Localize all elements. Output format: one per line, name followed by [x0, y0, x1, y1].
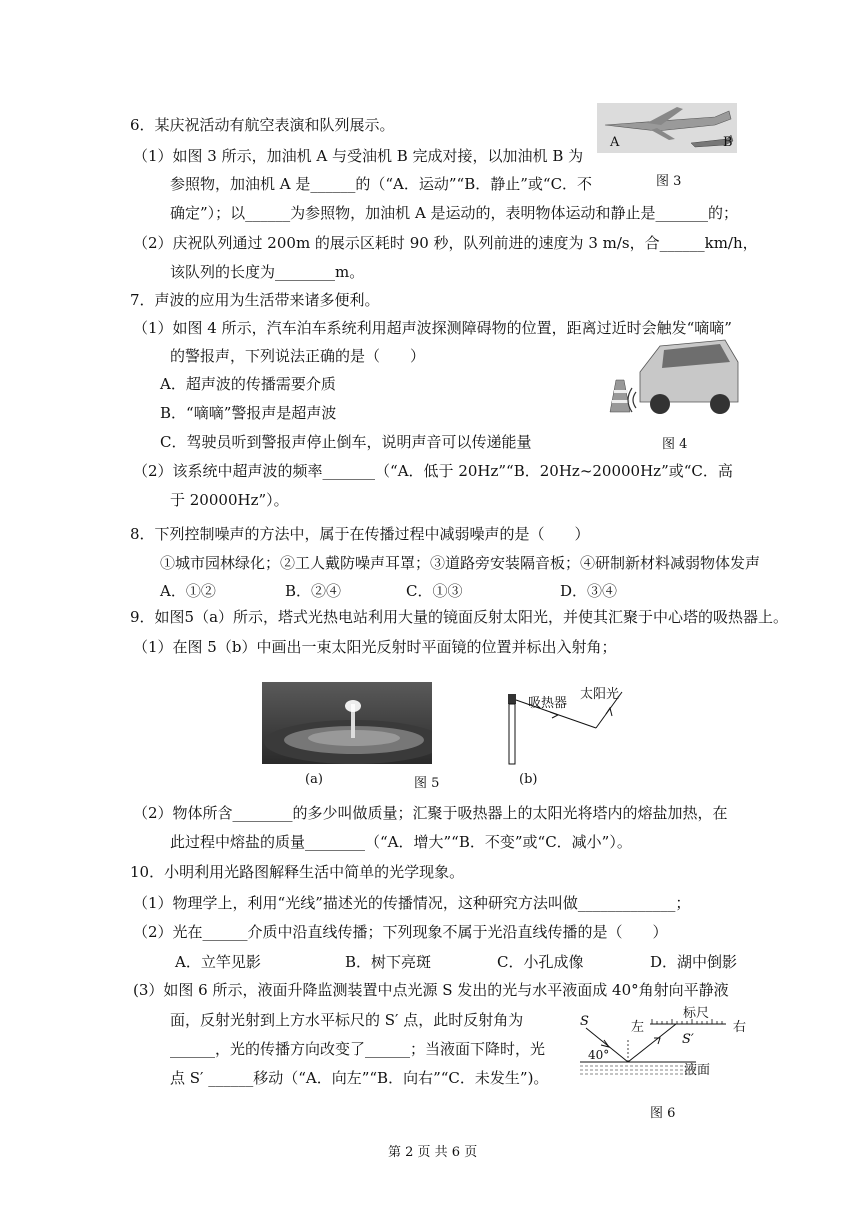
q10-part1: （1）物理学上，利用“光线”描述光的传播情况，这种研究方法叫做_____________；	[133, 894, 691, 912]
q8-option-a: A．①②	[160, 582, 216, 600]
figure-6-right-label: 右	[733, 1020, 747, 1035]
q9-part2-line1: （2）物体所含________的多少叫做质量；汇聚于吸热器上的太阳光将塔内的熔盐加热，在	[133, 804, 728, 822]
figure-5-caption: 图 5	[414, 776, 440, 791]
figure-5b-label: (b)	[519, 772, 538, 787]
q6-title: 6．某庆祝活动有航空表演和队列展示。	[130, 116, 395, 134]
q10-part3-line4: 点 S′ ______移动（“A．向左”“B．向右”“C．未发生”)。	[170, 1069, 549, 1087]
q9-part2-line2: 此过程中熔盐的质量________（“A．增大”“B．不变”或“C．减小”）。	[170, 833, 632, 851]
q8-items: ①城市园林绿化；②工人戴防噪声耳罩；③道路旁安装隔音板；④研制新材料减弱物体发声	[160, 554, 761, 572]
q7-part1-line2: 的警报声，下列说法正确的是（ ）	[170, 347, 426, 365]
figure-6-caption: 图 6	[650, 1106, 676, 1121]
q10-option-a: A．立竿见影	[175, 953, 261, 971]
q7-part2-line2: 于 20000Hz”）。	[170, 491, 289, 509]
q7-title: 7．声波的应用为生活带来诸多便利。	[130, 291, 380, 309]
q10-option-c: C．小孔成像	[497, 953, 584, 971]
q10-part2: （2）光在______介质中沿直线传播；下列现象不属于光沿直线传播的是（ ）	[133, 923, 668, 941]
q6-part1-line3: 确定”）；以______为参照物，加油机 A 是运动的，表明物体运动和静止是_______的；	[170, 204, 739, 222]
figure-6-s-prime-label: S′	[682, 1032, 694, 1047]
figure-5a-label: (a)	[305, 772, 323, 787]
figure-6-angle-label: 40°	[588, 1048, 610, 1062]
q6-part1-line2: 参照物，加油机 A 是______的（“A．运动”“B．静止”或“C．不	[170, 175, 593, 193]
figure-3-label-b: B	[723, 135, 733, 150]
q9-title: 9．如图5（a）所示，塔式光热电站利用大量的镜面反射太阳光，并使其汇聚于中心塔的吸热器上。	[130, 608, 789, 626]
figure-4-caption: 图 4	[662, 437, 688, 452]
q8-option-d: D．③④	[560, 582, 618, 600]
q10-part3-line3: ______，光的传播方向改变了______；当液面下降时，光	[170, 1040, 546, 1058]
figure-5b-absorber-label: 吸热器	[528, 696, 568, 711]
figure-6-diagram	[576, 1010, 746, 1080]
figure-6-left-label: 左	[631, 1020, 645, 1035]
q10-part3-line1: (3）如图 6 所示，液面升降监测装置中点光源 S 发出的光与水平液面成 40°角射向平静液	[133, 981, 729, 999]
q7-option-b: B．“嘀嘀”警报声是超声波	[160, 404, 337, 422]
figure-5a-solar-plant-photo	[262, 682, 432, 764]
figure-4-car	[600, 332, 740, 420]
q10-title: 10．小明利用光路图解释生活中简单的光学现象。	[130, 863, 465, 881]
q6-part1-line1: （1）如图 3 所示，加油机 A 与受油机 B 完成对接，以加油机 B 为	[133, 147, 584, 165]
figure-3-caption: 图 3	[656, 174, 682, 189]
q7-part1-line1: （1）如图 4 所示，汽车泊车系统利用超声波探测障碍物的位置，距离过近时会触发“嘀嘀”	[133, 319, 732, 337]
q8-option-c: C．①③	[406, 582, 463, 600]
q7-part2-line1: （2）该系统中超声波的频率_______（“A．低于 20Hz”“B．20Hz~20000Hz”或“C．高	[133, 462, 733, 480]
q10-option-d: D．湖中倒影	[650, 953, 738, 971]
q10-part3-line2: 面，反射光射到上方水平标尺的 S′ 点，此时反射角为	[170, 1011, 524, 1029]
figure-3-label-a: A	[610, 135, 620, 150]
figure-6-liquid-label: 液面	[684, 1063, 711, 1078]
figure-5b-sunlight-label: 太阳光	[580, 687, 620, 702]
q10-option-b: B．树下亮斑	[345, 953, 432, 971]
q6-part2-line2: 该队列的长度为________m。	[170, 263, 365, 281]
q6-part2-line1: （2）庆祝队列通过 200m 的展示区耗时 90 秒，队列前进的速度为 3 m/s，合______km/h，	[133, 234, 758, 252]
page-footer: 第 2 页 共 6 页	[388, 1145, 478, 1160]
figure-6-s-label: S	[580, 1014, 589, 1029]
q7-option-a: A．超声波的传播需要介质	[160, 375, 336, 393]
q8-option-b: B．②④	[285, 582, 342, 600]
q9-part1: （1）在图 5（b）中画出一束太阳光反射时平面镜的位置并标出入射角；	[133, 638, 617, 656]
figure-6-ruler-label: 标尺	[683, 1006, 710, 1021]
q8-title: 8．下列控制噪声的方法中，属于在传播过程中减弱噪声的是（ ）	[130, 525, 590, 543]
q7-option-c: C．驾驶员听到警报声停止倒车，说明声音可以传递能量	[160, 433, 532, 451]
